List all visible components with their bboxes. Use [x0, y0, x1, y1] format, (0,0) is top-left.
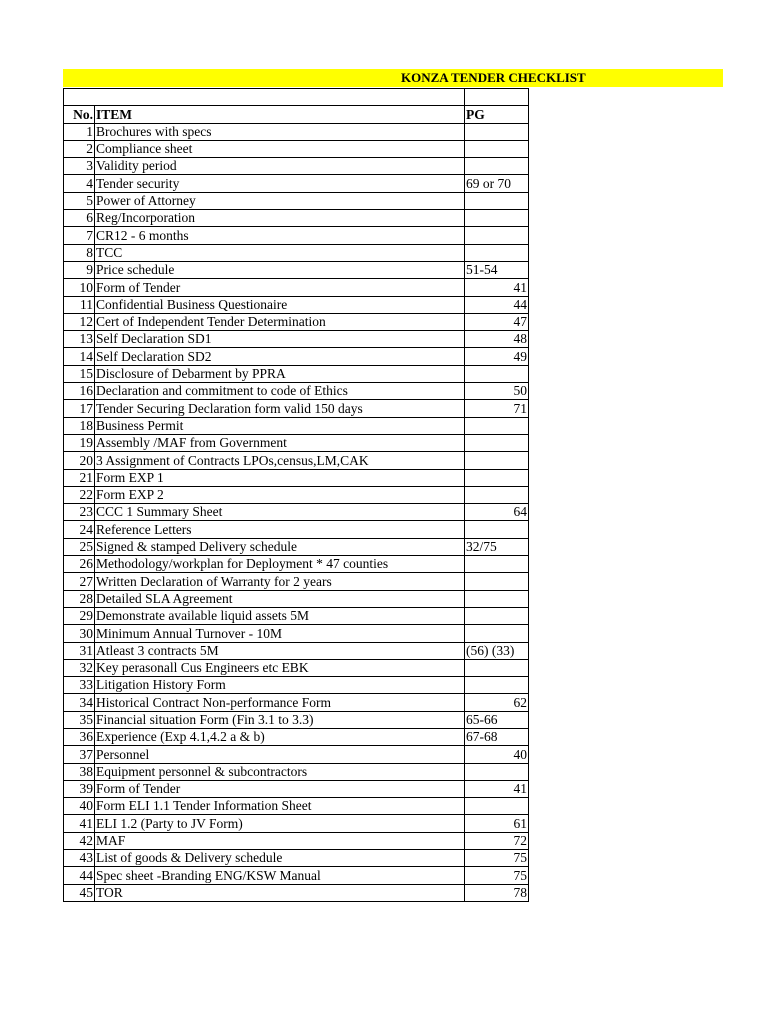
page-cell[interactable] [465, 607, 529, 624]
row-number-cell[interactable]: 31 [64, 642, 95, 659]
page-cell[interactable] [465, 434, 529, 451]
table-row [64, 383, 529, 400]
item-cell[interactable]: Reg/Incorporation [95, 210, 465, 227]
table-row [64, 365, 529, 382]
table-row [64, 850, 529, 867]
item-cell[interactable]: Tender Securing Declaration form valid 150 days [95, 400, 465, 417]
row-number-cell[interactable]: 35 [64, 711, 95, 728]
item-cell[interactable]: Business Permit [95, 417, 465, 434]
page-cell[interactable] [465, 123, 529, 140]
item-cell[interactable]: CR12 - 6 months [95, 227, 465, 244]
table-row [64, 815, 529, 832]
table-row [64, 452, 529, 469]
page-cell[interactable] [465, 677, 529, 694]
page-cell[interactable]: 41 [465, 780, 529, 797]
table-row [64, 625, 529, 642]
page-cell[interactable]: 72 [465, 832, 529, 849]
row-number-cell[interactable]: 28 [64, 590, 95, 607]
row-number-cell[interactable]: 25 [64, 538, 95, 555]
header-no[interactable]: No. [64, 106, 95, 123]
sheet-title: KONZA TENDER CHECKLIST [401, 70, 586, 85]
page-cell[interactable] [465, 244, 529, 261]
table-row [64, 417, 529, 434]
row-number-cell[interactable]: 15 [64, 365, 95, 382]
table-row [64, 556, 529, 573]
row-number-cell[interactable]: 7 [64, 227, 95, 244]
item-cell[interactable]: Minimum Annual Turnover - 10M [95, 625, 465, 642]
blank-cell[interactable] [465, 89, 529, 106]
page-cell[interactable] [465, 763, 529, 780]
page-cell[interactable]: 75 [465, 850, 529, 867]
table-row [64, 798, 529, 815]
row-number-cell[interactable]: 3 [64, 158, 95, 175]
item-cell[interactable]: Financial situation Form (Fin 3.1 to 3.3) [95, 711, 465, 728]
row-number-cell[interactable]: 36 [64, 728, 95, 745]
page-cell[interactable] [465, 365, 529, 382]
page-cell[interactable]: 40 [465, 746, 529, 763]
row-number-cell[interactable]: 18 [64, 417, 95, 434]
item-cell[interactable]: ELI 1.2 (Party to JV Form) [95, 815, 465, 832]
item-cell[interactable]: Detailed SLA Agreement [95, 590, 465, 607]
item-cell[interactable]: TOR [95, 884, 465, 901]
item-cell[interactable]: Compliance sheet [95, 140, 465, 157]
item-cell[interactable]: Methodology/workplan for Deployment * 47 counties [95, 556, 465, 573]
table-row [64, 261, 529, 278]
row-number-cell[interactable]: 12 [64, 313, 95, 330]
blank-cell[interactable] [95, 89, 465, 106]
row-number-cell[interactable]: 43 [64, 850, 95, 867]
item-cell[interactable]: Brochures with specs [95, 123, 465, 140]
row-number-cell[interactable]: 17 [64, 400, 95, 417]
item-cell[interactable]: Self Declaration SD1 [95, 331, 465, 348]
table-row [64, 434, 529, 451]
row-number-cell[interactable]: 42 [64, 832, 95, 849]
table-row [64, 331, 529, 348]
page-cell[interactable] [465, 469, 529, 486]
item-cell[interactable]: Experience (Exp 4.1,4.2 a & b) [95, 728, 465, 745]
item-cell[interactable]: MAF [95, 832, 465, 849]
table-row [64, 590, 529, 607]
row-number-cell[interactable]: 29 [64, 607, 95, 624]
row-number-cell[interactable]: 40 [64, 798, 95, 815]
item-cell[interactable]: Atleast 3 contracts 5M [95, 642, 465, 659]
item-cell[interactable]: Signed & stamped Delivery schedule [95, 538, 465, 555]
table-row [64, 573, 529, 590]
row-number-cell[interactable]: 23 [64, 504, 95, 521]
item-cell[interactable]: CCC 1 Summary Sheet [95, 504, 465, 521]
row-number-cell[interactable]: 39 [64, 780, 95, 797]
row-number-cell[interactable]: 44 [64, 867, 95, 884]
table-row [64, 296, 529, 313]
page-cell[interactable]: 71 [465, 400, 529, 417]
row-number-cell[interactable]: 33 [64, 677, 95, 694]
page-cell[interactable] [465, 140, 529, 157]
item-cell[interactable]: Demonstrate available liquid assets 5M [95, 607, 465, 624]
table-row [64, 780, 529, 797]
table-row [64, 244, 529, 261]
table-row [64, 728, 529, 745]
row-number-cell[interactable]: 22 [64, 486, 95, 503]
item-cell[interactable]: Form EXP 1 [95, 469, 465, 486]
page-cell[interactable] [465, 659, 529, 676]
page-cell[interactable]: 41 [465, 279, 529, 296]
row-number-cell[interactable]: 6 [64, 210, 95, 227]
item-cell[interactable]: Form of Tender [95, 279, 465, 296]
item-cell[interactable]: 3 Assignment of Contracts LPOs,census,LM,CAK [95, 452, 465, 469]
row-number-cell[interactable]: 8 [64, 244, 95, 261]
table-row [64, 763, 529, 780]
row-number-cell[interactable]: 10 [64, 279, 95, 296]
table-row [64, 694, 529, 711]
page-cell[interactable] [465, 486, 529, 503]
page-cell[interactable] [465, 590, 529, 607]
page-cell[interactable]: 61 [465, 815, 529, 832]
row-number-cell[interactable]: 14 [64, 348, 95, 365]
page-cell[interactable] [465, 798, 529, 815]
item-cell[interactable]: Form EXP 2 [95, 486, 465, 503]
item-cell[interactable]: Form ELI 1.1 Tender Information Sheet [95, 798, 465, 815]
page-cell[interactable] [465, 625, 529, 642]
page-cell[interactable]: 47 [465, 313, 529, 330]
page-cell[interactable] [465, 521, 529, 538]
table-row [64, 867, 529, 884]
header-row [64, 106, 529, 123]
page-cell[interactable] [465, 192, 529, 209]
page-cell[interactable]: 67-68 [465, 728, 529, 745]
page-cell[interactable]: 32/75 [465, 538, 529, 555]
table-row [64, 348, 529, 365]
header-item[interactable]: ITEM [95, 106, 465, 123]
item-cell[interactable]: Written Declaration of Warranty for 2 years [95, 573, 465, 590]
row-number-cell[interactable]: 5 [64, 192, 95, 209]
item-cell[interactable]: Historical Contract Non-performance Form [95, 694, 465, 711]
item-cell[interactable]: Disclosure of Debarment by PPRA [95, 365, 465, 382]
item-cell[interactable]: Form of Tender [95, 780, 465, 797]
table-row [64, 192, 529, 209]
table-row [64, 313, 529, 330]
page-cell[interactable]: 62 [465, 694, 529, 711]
page-cell[interactable]: 78 [465, 884, 529, 901]
item-cell[interactable]: Spec sheet -Branding ENG/KSW Manual [95, 867, 465, 884]
row-number-cell[interactable]: 30 [64, 625, 95, 642]
item-cell[interactable]: Litigation History Form [95, 677, 465, 694]
row-number-cell[interactable]: 9 [64, 261, 95, 278]
table-row [64, 279, 529, 296]
item-cell[interactable]: Declaration and commitment to code of Ethics [95, 383, 465, 400]
page-cell[interactable] [465, 227, 529, 244]
page-cell[interactable]: 51-54 [465, 261, 529, 278]
item-cell[interactable]: Confidential Business Questionaire [95, 296, 465, 313]
page-cell[interactable] [465, 556, 529, 573]
table-row [64, 486, 529, 503]
table-row [64, 140, 529, 157]
table-row [64, 400, 529, 417]
row-number-cell[interactable]: 11 [64, 296, 95, 313]
item-cell[interactable]: Key perasonall Cus Engineers etc EBK [95, 659, 465, 676]
page-cell[interactable]: 44 [465, 296, 529, 313]
row-number-cell[interactable]: 4 [64, 175, 95, 192]
item-cell[interactable]: Self Declaration SD2 [95, 348, 465, 365]
table-row [64, 642, 529, 659]
item-cell[interactable]: Assembly /MAF from Government [95, 434, 465, 451]
blank-row [64, 89, 529, 106]
table-row [64, 711, 529, 728]
item-cell[interactable]: Personnel [95, 746, 465, 763]
table-row [64, 538, 529, 555]
page-cell[interactable]: 64 [465, 504, 529, 521]
page-cell[interactable] [465, 417, 529, 434]
item-cell[interactable]: Equipment personnel & subcontractors [95, 763, 465, 780]
page-cell[interactable]: 69 or 70 [465, 175, 529, 192]
blank-cell[interactable] [64, 89, 95, 106]
table-row [64, 210, 529, 227]
item-cell[interactable]: List of goods & Delivery schedule [95, 850, 465, 867]
row-number-cell[interactable]: 19 [64, 434, 95, 451]
table-row [64, 884, 529, 901]
item-cell[interactable]: Tender security [95, 175, 465, 192]
table-row [64, 504, 529, 521]
header-pg[interactable]: PG [465, 106, 529, 123]
row-number-cell[interactable]: 21 [64, 469, 95, 486]
page-cell[interactable] [465, 452, 529, 469]
table-row [64, 659, 529, 676]
page-cell[interactable]: 49 [465, 348, 529, 365]
table-row [64, 677, 529, 694]
item-cell[interactable]: Cert of Independent Tender Determination [95, 313, 465, 330]
table-row [64, 158, 529, 175]
row-number-cell[interactable]: 16 [64, 383, 95, 400]
item-cell[interactable]: Price schedule [95, 261, 465, 278]
checklist-table [63, 88, 529, 902]
row-number-cell[interactable]: 38 [64, 763, 95, 780]
row-number-cell[interactable]: 20 [64, 452, 95, 469]
row-number-cell[interactable]: 27 [64, 573, 95, 590]
table-row [64, 123, 529, 140]
row-number-cell[interactable]: 32 [64, 659, 95, 676]
item-cell[interactable]: Reference Letters [95, 521, 465, 538]
row-number-cell[interactable]: 24 [64, 521, 95, 538]
row-number-cell[interactable]: 41 [64, 815, 95, 832]
row-number-cell[interactable]: 26 [64, 556, 95, 573]
page-cell[interactable]: 48 [465, 331, 529, 348]
page-cell[interactable]: 75 [465, 867, 529, 884]
page-cell[interactable] [465, 210, 529, 227]
title-bar [63, 69, 723, 87]
table-row [64, 175, 529, 192]
table-row [64, 832, 529, 849]
page-cell[interactable]: (56) (33) [465, 642, 529, 659]
row-number-cell[interactable]: 37 [64, 746, 95, 763]
row-number-cell[interactable]: 13 [64, 331, 95, 348]
item-cell[interactable]: Power of Attorney [95, 192, 465, 209]
row-number-cell[interactable]: 45 [64, 884, 95, 901]
table-row [64, 746, 529, 763]
table-row [64, 469, 529, 486]
item-cell[interactable]: Validity period [95, 158, 465, 175]
item-cell[interactable]: TCC [95, 244, 465, 261]
page-cell[interactable]: 65-66 [465, 711, 529, 728]
table-row [64, 607, 529, 624]
page-cell[interactable] [465, 573, 529, 590]
page-cell[interactable]: 50 [465, 383, 529, 400]
table-row [64, 521, 529, 538]
table-row [64, 227, 529, 244]
row-number-cell[interactable]: 2 [64, 140, 95, 157]
page-cell[interactable] [465, 158, 529, 175]
row-number-cell[interactable]: 1 [64, 123, 95, 140]
row-number-cell[interactable]: 34 [64, 694, 95, 711]
